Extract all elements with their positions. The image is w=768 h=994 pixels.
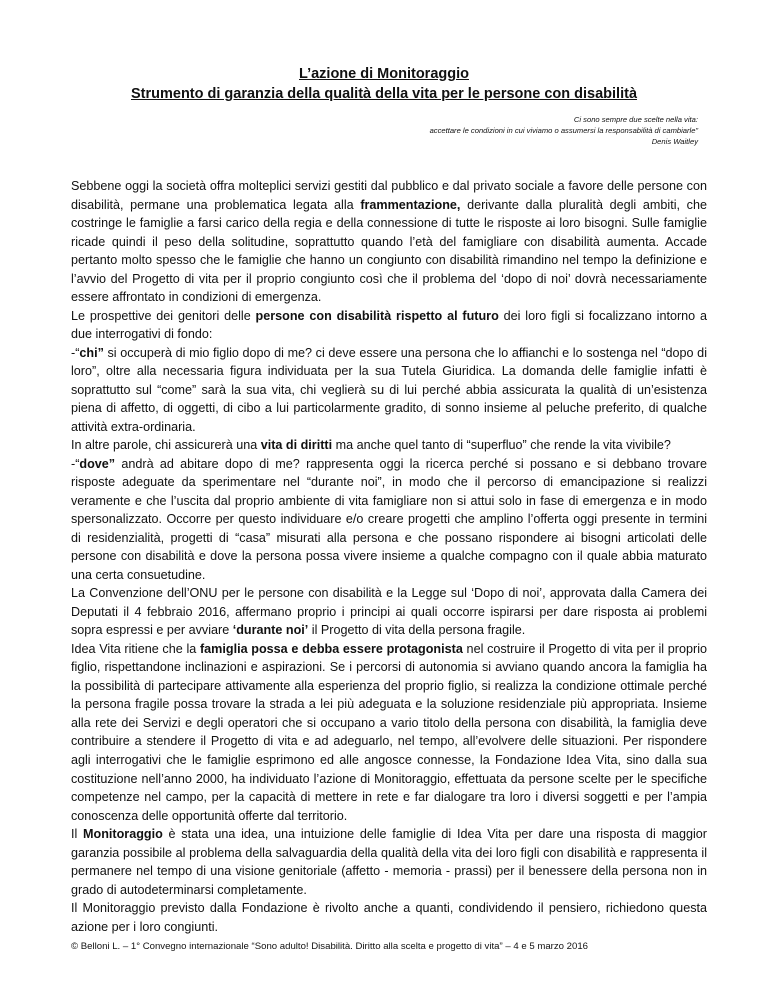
paragraph-1-emphasis: frammentazione,: [360, 197, 461, 212]
paragraph-5-text-c: andrà ad abitare dopo di me? rappresenta oggi la ricerca perché si possano e si debbano trovare risposte adeguate da sperimentare nel “durante noi”, in modo che il percorso di emancipazione si realizzi veramente e che l’uscita dal proprio ambiente di vita famigliare non si attui solo in fase di emergenza e in modo spersonalizzato. Occorre per questo individuare e/o creare progetti che amplino l’offerta oggi presente in termini di residenzialità, progetti di “casa” misurati alla persona e che possano rispondere ai bisogni articolati delle persone con disabilità e dove la persona possa vivere insieme a qualche compagno con il quale abbia maturato una certa consuetudine.: [71, 456, 707, 582]
document-title: L’azione di Monitoraggio: [299, 66, 469, 82]
page-footer: © Belloni L. – 1° Convegno internazionale “Sono adulto! Disabilità. Diritto alla scelta e progetto di vita” – 4 e 5 marzo 2016: [71, 941, 589, 952]
paragraph-7-text-c: nel costruire il Progetto di vita per il proprio figlio, rispettandone inclinazioni e aspirazioni. Se i percorsi di autonomia si avviano quando ancora la famiglia ha la possibilità di partecipare attivamente alla esperienza del proprio figlio, si realizza la condizione ottimale perché la persona fragile possa trovare la strada a lei più adeguata e la soluzione residenziale più appropriata. Insieme alla rete dei Servizi e degli operatori che si occupano a vario titolo della persona con disabilità, la famiglia deve contribuire a stendere il Progetto di vita e ad adeguarlo, nel tempo, all’evolvere delle situazioni. Per rispondere agli interrogativi che le famiglie esprimono ed alle angosce connesse, la Fondazione Idea Vita, sino dalla sua costituzione nell’anno 2000, ha individuato l’azione di Monitoraggio, effettuata da persone scelte per le specifiche competenze nel campo, per la capacità di mettere in rete e far dialogare tra loro i diversi soggetti e per l’ampia conoscenza delle opportunità offerte dal territorio.: [71, 641, 707, 823]
paragraph-7: [71, 640, 707, 825]
paragraph-9: Il Monitoraggio previsto dalla Fondazione è rivolto anche a quanti, condividendo il pensiero, richiedono questa azione per i loro congiunti.: [71, 901, 707, 934]
paragraph-8-text-a: Il: [71, 827, 84, 842]
paragraph-4-emphasis: vita di diritti: [260, 438, 333, 453]
paragraph-3: [71, 344, 707, 437]
paragraph-2-text-a: Le prospettive dei genitori delle: [71, 308, 256, 323]
paragraph-2: [71, 307, 707, 344]
paragraph-5: [71, 455, 707, 585]
paragraph-7-emphasis: famiglia possa e debba essere protagonista: [199, 641, 463, 656]
paragraph-8-text-c: è stata una idea, una intuizione delle famiglie di Idea Vita per dare una risposta di maggior garanzia possibile al problema della salvaguardia della qualità della vita dei loro figli con disabilità e rappresenta il permanere nel tempo di una visione genitoriale (affetto - memoria - prassi) per il benessere della persona non in grado di autodeterminarsi completamente.: [71, 827, 707, 897]
paragraph-2-emphasis: persone con disabilità rispetto al futuro: [255, 308, 499, 323]
paragraph-3-emphasis: chi”: [79, 345, 104, 360]
paragraph-3-text-a: -“: [71, 345, 80, 360]
paragraph-7-text-a: Idea Vita ritiene che la: [71, 641, 200, 656]
paragraph-6: [71, 584, 707, 640]
paragraph-6-emphasis: ‘durante noi’: [232, 623, 309, 638]
epigraph-line-2: accettare le condizioni in cui viviamo o assumersi la responsabilità di cambiarle”: [429, 126, 698, 135]
paragraph-2-text-c: dei loro figli si focalizzano intorno a due interrogativi di fondo:: [71, 308, 707, 342]
paragraph-1: [71, 177, 707, 307]
paragraph-4-text-a: In altre parole, chi assicurerà una: [71, 438, 261, 453]
paragraph-6-text-a: La Convenzione dell’ONU per le persone con disabilità e la Legge sul ‘Dopo di noi’, approvata dalla Camera dei Deputati il 4 febbraio 2016, affermano proprio i principi ai quali occorre ispirarsi per dare risposta ai problemi sopra espressi e per avviare: [71, 586, 707, 638]
document-subtitle: Strumento di garanzia della qualità della vita per le persone con disabilità: [130, 86, 638, 102]
paragraph-1-text-a: Sebbene oggi la società offra molteplici servizi gestiti dal pubblico e dal privato sociale a favore delle persone con disabilità, permane una problematica legata alla: [71, 179, 707, 212]
paragraph-4-text-c: ma anche quel tanto di “superfluo” che rende la vita vivibile?: [332, 438, 671, 453]
document-body: [71, 177, 707, 936]
paragraph-8: [71, 825, 707, 899]
epigraph-line-1: Ci sono sempre due scelte nella vita:: [573, 115, 698, 124]
paragraph-1-text-c: derivante dalla pluralità degli ambiti, che costringe le famiglie a farsi carico della regia e della connessione di tutte le risposte ai loro bisogni. Sulle famiglie ricade quindi il peso della solitudine, soprattutto quando l’età del famigliare con disabilità aumenta. Accade pertanto molto spesso che le famiglie che hanno un congiunto con disabilità rimandino nel tempo la definizione e l’avvio del Progetto di vita per il proprio congiunto così che il problema del ‘dopo di noi’ dovrà necessariamente essere affrontato in condizioni di emergenza.: [71, 197, 707, 305]
epigraph-quote: [278, 114, 698, 147]
paragraph-6-text-c: il Progetto di vita della persona fragile.: [308, 623, 526, 638]
paragraph-8-emphasis: Monitoraggio: [83, 827, 163, 842]
paragraph-4: [71, 436, 707, 455]
paragraph-5-emphasis: dove”: [79, 456, 116, 471]
paragraph-3-text-c: si occuperà di mio figlio dopo di me? ci deve essere una persona che lo affianchi e lo sostenga nel “dopo di loro”, oltre alla necessaria figura individuata per la sua Tutela Giuridica. La domanda delle famiglie infatti è soprattutto sul “come” sarà la sua vita, chi veglierà su di lui perché abbia assicurata la qualità di un’esistenza piena di affetto, di oggetti, di cibo a lui particolarmente gradito, di sonno insieme al peluche preferito, di qualche attività extra-ordinaria.: [71, 345, 707, 434]
paragraph-5-text-a: -“: [71, 456, 80, 471]
epigraph-author: Denis Waitley: [651, 137, 698, 146]
